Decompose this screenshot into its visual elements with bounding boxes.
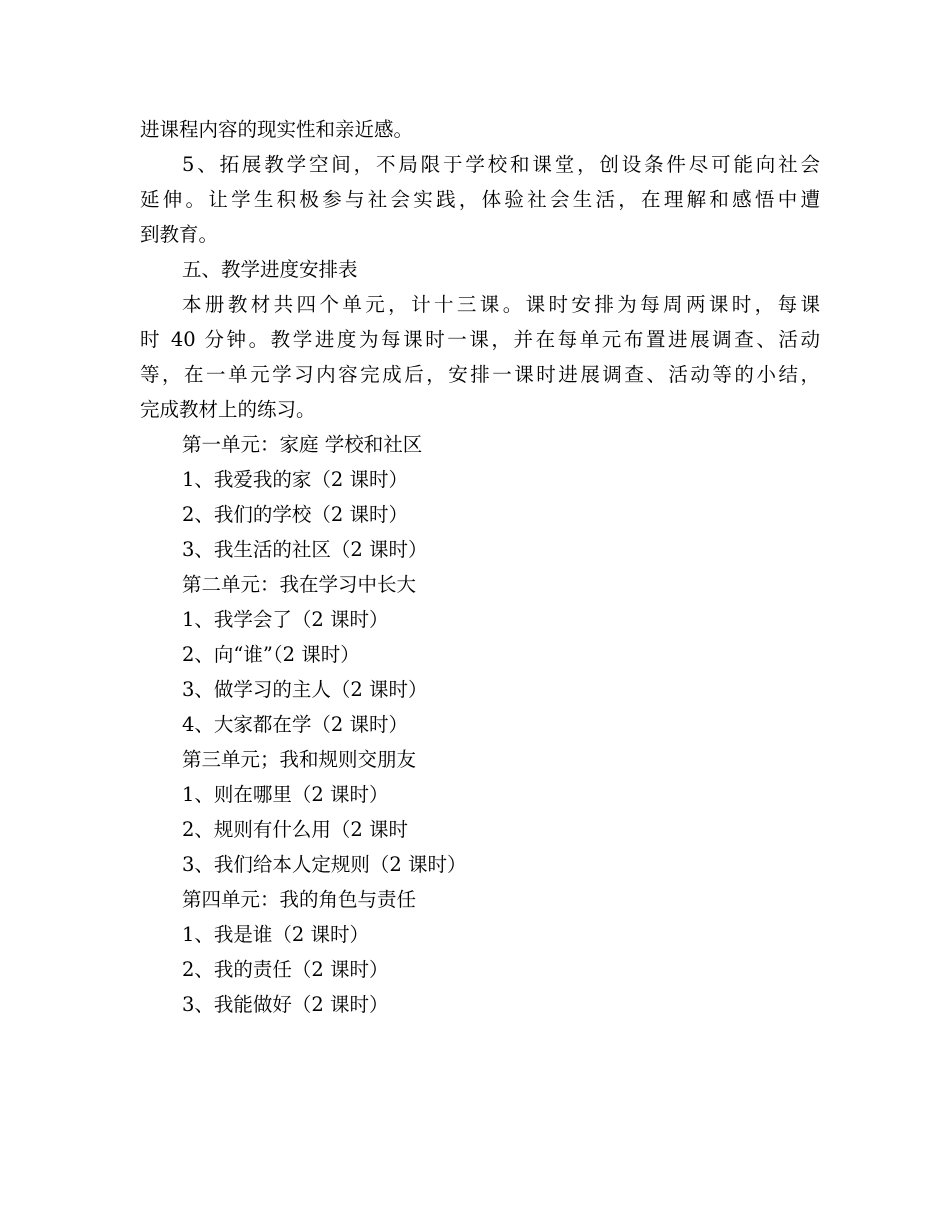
lesson-item: 3、我能做好（2 课时） [182,993,389,1016]
lesson-item: 4、大家都在学（2 课时） [182,713,409,736]
paragraph-line: 本册教材共四个单元，计十三课。课时安排为每周两课时，每课 [182,293,820,316]
lesson-item: 3、我们给本人定规则（2 课时） [182,853,467,876]
paragraph-line: 延伸。让学生积极参与社会实践，体验社会生活，在理解和感悟中遭 [140,188,820,211]
document-body [140,112,820,1022]
paragraph-line: 时 40 分钟。教学进度为每课时一课，并在每单元布置进展调查、活动 [140,328,820,351]
paragraph-line: 完成教材上的练习。 [140,398,316,421]
unit-title: 第一单元：家庭 学校和社区 [182,433,423,456]
lesson-item: 1、则在哪里（2 课时） [182,783,389,806]
lesson-item: 3、我生活的社区（2 课时） [182,538,428,561]
lesson-item: 2、向“谁”（2 课时） [182,643,360,666]
paragraph-line: 等，在一单元学习内容完成后，安排一课时进展调查、活动等的小结， [140,363,820,386]
lesson-item: 2、我们的学校（2 课时） [182,503,409,526]
paragraph-line: 到教育。 [140,223,219,246]
unit-title: 第三单元；我和规则交朋友 [182,748,417,771]
lesson-item: 3、做学习的主人（2 课时） [182,678,428,701]
lesson-item: 1、我学会了（2 课时） [182,608,389,631]
lesson-item: 1、我是谁（2 课时） [182,923,370,946]
paragraph-line: 5、拓展教学空间，不局限于学校和课堂，创设条件尽可能向社会 [182,153,820,176]
paragraph-line: 进课程内容的现实性和亲近感。 [140,118,414,141]
section-heading: 五、教学进度安排表 [182,258,358,281]
lesson-item: 2、我的责任（2 课时） [182,958,389,981]
unit-title: 第四单元：我的角色与责任 [182,888,417,911]
unit-title: 第二单元：我在学习中长大 [182,573,417,596]
lesson-item: 2、规则有什么用（2 课时 [182,818,409,841]
lesson-item: 1、我爱我的家（2 课时） [182,468,409,491]
